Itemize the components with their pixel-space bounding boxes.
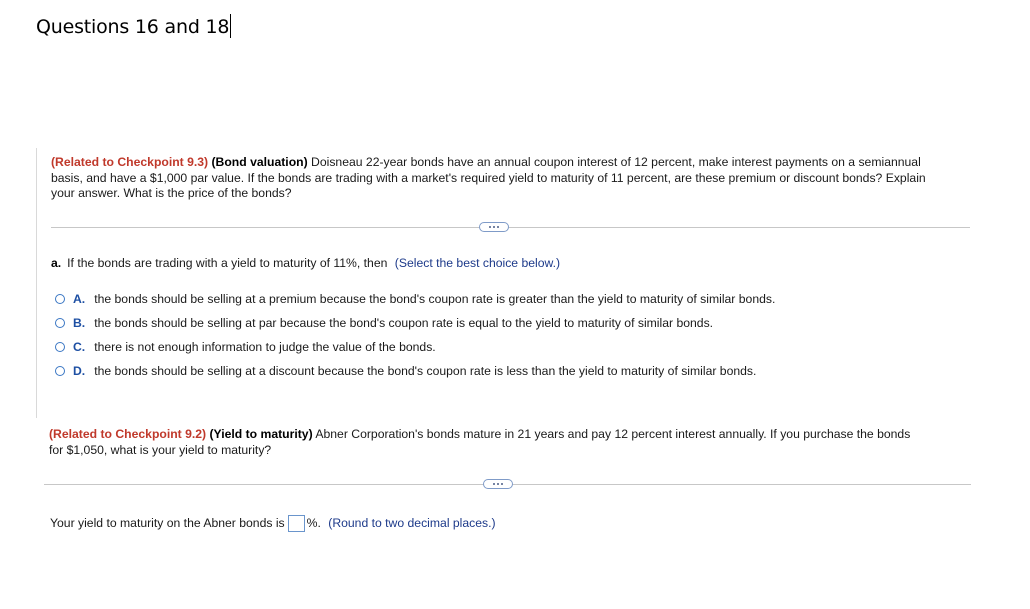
q2-answer-suffix: %. <box>306 516 321 530</box>
choice-letter: B. <box>73 316 86 330</box>
part-a-prompt-text: If the bonds are trading with a yield to maturity of 11%, then <box>67 256 388 270</box>
choice-letter: D. <box>73 364 86 378</box>
radio-icon[interactable] <box>55 294 65 304</box>
q1-divider <box>51 227 970 228</box>
q2-line-1 <box>49 427 989 443</box>
choice-text: the bonds should be selling at a premium because the bond's coupon rate is greater than the yield to maturity of similar bonds. <box>94 292 776 306</box>
choice-a[interactable] <box>55 292 775 306</box>
radio-icon[interactable] <box>55 318 65 328</box>
page-title <box>36 14 231 38</box>
ellipsis-icon <box>489 226 491 228</box>
ellipsis-dot <box>493 226 495 228</box>
q2-answer-hint: (Round to two decimal places.) <box>328 516 496 530</box>
q2-statement <box>49 427 989 458</box>
part-a-label: a. <box>51 256 62 270</box>
text-cursor <box>230 14 231 38</box>
choice-text: the bonds should be selling at par because the bond's coupon rate is equal to the yield to maturity of similar bonds. <box>94 316 714 330</box>
ellipsis-dot <box>497 483 499 485</box>
part-a-hint: (Select the best choice below.) <box>394 256 561 270</box>
q1-statement <box>51 155 991 202</box>
q2-answer-prefix: Your yield to maturity on the Abner bonds is <box>50 516 285 530</box>
choice-letter: C. <box>73 340 86 354</box>
choice-d[interactable] <box>55 364 756 378</box>
q1-line-1 <box>51 155 991 171</box>
question-border <box>36 148 37 418</box>
radio-icon[interactable] <box>55 342 65 352</box>
ellipsis-dot <box>501 483 503 485</box>
choice-b[interactable] <box>55 316 713 330</box>
radio-icon[interactable] <box>55 366 65 376</box>
q2-related-link[interactable]: (Related to Checkpoint 9.2) <box>49 427 207 441</box>
page-title-text: Questions 16 and 18 <box>36 16 230 38</box>
q1-related-link[interactable]: (Related to Checkpoint 9.3) <box>51 155 209 169</box>
choice-letter: A. <box>73 292 86 306</box>
q2-answer-line <box>50 515 496 532</box>
ellipsis-dot <box>497 226 499 228</box>
q2-topic: (Yield to maturity) <box>209 427 313 441</box>
choice-c[interactable] <box>55 340 436 354</box>
q2-text-1: Abner Corporation's bonds mature in 21 years and pay 12 percent interest annually. If you purchase the bonds <box>315 427 911 441</box>
q1-text-1: Doisneau 22-year bonds have an annual coupon interest of 12 percent, make interest payments on a semiannual <box>311 155 921 169</box>
q1-topic: (Bond valuation) <box>211 155 308 169</box>
choice-text: the bonds should be selling at a discount because the bond's coupon rate is less than the yield to maturity of similar bonds. <box>94 364 757 378</box>
q1-text-2: basis, and have a $1,000 par value. If the bonds are trading with a market's required yield to maturity of 11 percent, are these premium or discount bonds? Explain <box>51 170 926 185</box>
q1-more-button[interactable] <box>479 222 509 232</box>
q2-text-2: for $1,050, what is your yield to maturity? <box>49 442 272 457</box>
part-a-prompt <box>51 256 560 270</box>
choice-text: there is not enough information to judge the value of the bonds. <box>94 340 436 354</box>
q2-more-button[interactable] <box>483 479 513 489</box>
q1-text-3: your answer. What is the price of the bonds? <box>51 186 292 200</box>
ellipsis-icon <box>493 483 495 485</box>
yield-answer-input[interactable] <box>288 515 305 532</box>
